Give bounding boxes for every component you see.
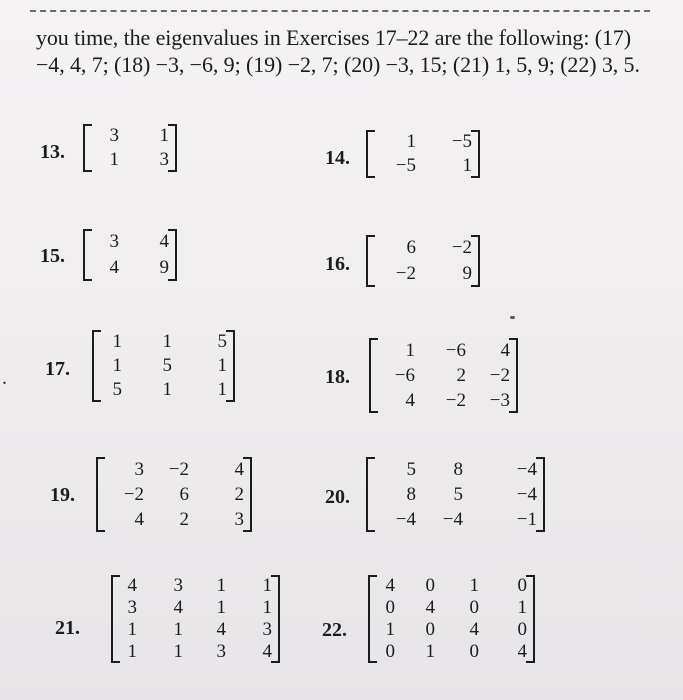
matrix-row [119,641,272,663]
matrix-row [377,338,510,363]
matrix-entry: −2 [123,483,144,505]
page-speck [510,316,515,319]
matrix [366,130,480,178]
exercise-number: 18. [325,366,350,388]
matrix-entry: 1 [173,619,183,640]
matrix-entry: 4 [216,619,226,640]
matrix-entry: 3 [134,458,144,480]
matrix-entry: 1 [162,379,172,400]
matrix-entry: 5 [162,355,172,376]
matrix-entry: 3 [159,149,169,170]
dashed-divider [30,10,650,12]
matrix-entry: 1 [469,575,479,596]
exercise-number: 20. [325,486,350,508]
matrix-entry: −5 [451,131,472,152]
matrix [366,235,480,287]
exercise-number: 22. [322,619,347,641]
matrix-entry: −6 [445,339,466,361]
matrix-entry: 9 [159,257,169,278]
matrix-row [374,457,537,482]
matrix-entry: 3 [127,597,137,618]
matrix-entry: 8 [453,458,463,480]
matrix-row [374,261,472,287]
matrix-entry: 8 [406,483,416,505]
matrix-entry: 1 [216,597,226,618]
matrix-entry: 0 [517,619,527,640]
matrix-entry: 0 [517,575,527,596]
matrix-entry: 9 [462,263,472,284]
matrix-entry: 1 [385,619,395,640]
matrix-entry: 4 [500,339,510,361]
exercise-number: 14. [325,147,350,169]
matrix-entry: 1 [262,575,272,596]
matrix-entry: 1 [112,331,122,352]
matrix-row [91,229,169,255]
matrix-entry: −1 [516,508,537,530]
matrix-entry: −2 [489,364,510,386]
matrix-entry: −2 [168,458,189,480]
matrix-entry: 1 [112,355,122,376]
exercise-number: 21. [55,617,80,639]
matrix-entry: 0 [425,575,435,596]
exercise-number: 16. [325,253,350,275]
matrix-row [374,130,472,154]
matrix-entry: 5 [112,379,122,400]
exercise-number: 19. [50,484,75,506]
matrix-row [100,378,227,402]
matrix-entry: 1 [109,149,119,170]
matrix [83,229,177,281]
matrix-entry: 1 [405,339,415,361]
matrix-entry: 3 [173,575,183,596]
matrix-row [374,235,472,261]
matrix-entry: 6 [179,483,189,505]
matrix-row [374,154,472,178]
matrix-row [104,507,244,532]
matrix-row [100,354,227,378]
matrix-entry: −4 [516,483,537,505]
matrix-entry: 4 [127,575,137,596]
matrix-entry: 1 [217,355,227,376]
matrix [111,575,280,663]
matrix-entry: 4 [262,641,272,662]
matrix-row [376,575,527,597]
matrix [96,457,252,532]
matrix-entry: 4 [109,257,119,278]
matrix-entry: 5 [406,458,416,480]
matrix-row [376,641,527,663]
matrix-entry: 2 [456,364,466,386]
matrix-row [376,597,527,619]
matrix-entry: 4 [134,508,144,530]
matrix-row [100,330,227,354]
matrix-row [377,388,510,413]
matrix-entry: −2 [395,263,416,284]
matrix-row [119,619,272,641]
matrix-entry: 5 [453,483,463,505]
matrix-entry: −3 [489,389,510,411]
matrix-entry: 1 [217,379,227,400]
matrix-entry: 3 [234,508,244,530]
matrix-entry: 1 [262,597,272,618]
matrix-entry: 1 [127,641,137,662]
matrix [368,575,535,663]
matrix-entry: −4 [395,508,416,530]
matrix-entry: −6 [394,364,415,386]
matrix [366,457,545,532]
matrix-row [91,124,169,148]
matrix-entry: 2 [179,508,189,530]
matrix-entry: 1 [127,619,137,640]
matrix-row [374,482,537,507]
matrix-entry: 4 [425,597,435,618]
matrix-entry: 4 [385,575,395,596]
matrix-entry: 4 [173,597,183,618]
matrix-entry: 2 [234,483,244,505]
matrix-entry: 0 [469,597,479,618]
matrix-entry: −5 [395,155,416,176]
matrix-row [91,255,169,281]
matrix-row [119,597,272,619]
matrix-entry: 3 [109,231,119,252]
matrix-entry: 6 [406,237,416,258]
matrix-entry: 1 [517,597,527,618]
matrix-entry: −4 [516,458,537,480]
matrix [369,338,518,413]
matrix-entry: 1 [162,331,172,352]
matrix-entry: 0 [469,641,479,662]
matrix-row [377,363,510,388]
exercise-number: 17. [45,358,70,380]
matrix-entry: 0 [385,641,395,662]
intro-paragraph: you time, the eigenvalues in Exercises 17–22 are the following: (17) −4, 4, 7; (18) −3, −6, 9; (19) −2, 7; (20) −3, 15; (21) 1, 5, 9; (22) 3, 5. [36,25,640,77]
exercise-number: 13. [40,141,65,163]
matrix-entry: 1 [173,641,183,662]
matrix-entry: 3 [216,641,226,662]
matrix [83,124,177,172]
matrix-entry: 1 [425,641,435,662]
matrix-entry: 4 [469,619,479,640]
matrix-row [376,619,527,641]
matrix-entry: 4 [159,231,169,252]
matrix-entry: 3 [109,125,119,146]
matrix-entry: 1 [216,575,226,596]
matrix-row [374,507,537,532]
matrix-entry: 4 [405,389,415,411]
matrix [92,330,235,402]
matrix-entry: −2 [445,389,466,411]
matrix-entry: 4 [234,458,244,480]
matrix-entry: 4 [517,641,527,662]
matrix-entry: 1 [406,131,416,152]
matrix-entry: 1 [462,155,472,176]
matrix-entry: 0 [385,597,395,618]
matrix-row [104,482,244,507]
matrix-entry: 3 [262,619,272,640]
matrix-entry: 1 [159,125,169,146]
matrix-row [91,148,169,172]
matrix-entry: 5 [217,331,227,352]
matrix-row [119,575,272,597]
matrix-entry: −4 [442,508,463,530]
matrix-entry: 0 [425,619,435,640]
margin-mark: . [2,367,7,389]
exercise-number: 15. [40,245,65,267]
matrix-row [104,457,244,482]
matrix-entry: −2 [451,237,472,258]
